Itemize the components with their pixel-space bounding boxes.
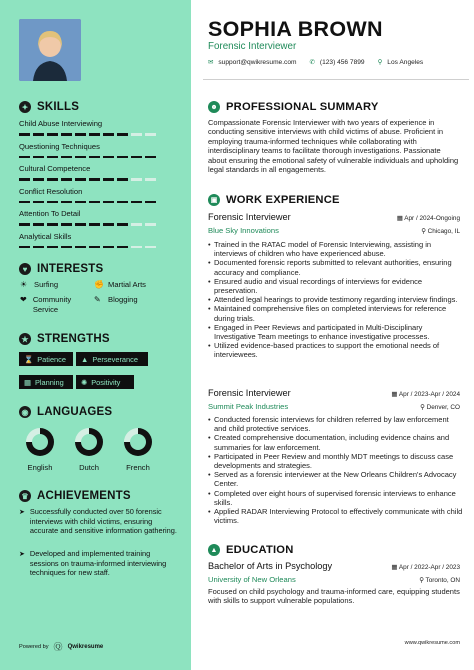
job-dates: ▦ Apr / 2024-Ongoing	[396, 215, 460, 222]
skill-level-segment	[89, 178, 100, 181]
skill-level-segment	[145, 223, 156, 226]
job-bullets	[208, 240, 463, 360]
skill-level-segment	[47, 246, 58, 249]
sun-icon: ✺	[81, 377, 88, 387]
pin-icon: ⚲	[420, 404, 427, 411]
skill-level-segment	[89, 201, 100, 204]
calendar-icon: ▦	[391, 564, 399, 571]
job-bullet: • Engaged in Peer Reviews and participated in Multi-Disciplinary Investigative Team meetings to enhance investigative processes.	[208, 323, 463, 341]
pin-icon: ⚲	[419, 577, 426, 584]
job-bullet: • Conducted forensic interviews for children referred by law enforcement and child protective services.	[208, 415, 463, 433]
summary-heading: ☻ PROFESSIONAL SUMMARY	[208, 101, 379, 113]
school-location: ⚲ Toronto, ON	[419, 577, 460, 584]
skill-level-segment	[131, 133, 142, 136]
skill-level-segment	[145, 246, 156, 249]
interest-item: ✊ Martial Arts	[94, 280, 146, 289]
skill-level-segment	[19, 178, 30, 181]
strengths-heading: ★ STRENGTHS	[19, 333, 110, 345]
interest-item: ❤ Community Service	[20, 295, 72, 314]
skill-level-segment	[75, 133, 86, 136]
community-service-icon: ❤	[20, 295, 27, 304]
skill-item	[19, 232, 177, 249]
skill-level-segment	[61, 156, 72, 159]
education-dates: ▦ Apr / 2022-Apr / 2023	[391, 564, 460, 571]
company-name: Blue Sky Innovations	[208, 226, 279, 235]
skill-level-segment	[33, 246, 44, 249]
skill-level-segment	[61, 223, 72, 226]
qwikresume-logo-icon: Ⓠ	[53, 642, 63, 652]
job-bullet: • Attended legal hearings to provide testimony regarding interview findings.	[208, 295, 463, 304]
skill-level-segment	[47, 133, 58, 136]
job-bullet: • Applied RADAR Interviewing Protocol to effectively communicate with child victims.	[208, 507, 463, 525]
degree-title: Bachelor of Arts in Psychology	[208, 561, 333, 571]
skill-level-bar	[19, 156, 177, 159]
job-title: Forensic Interviewer	[208, 212, 291, 222]
lightbulb-icon: ✦	[19, 101, 31, 113]
briefcase-icon: ▣	[208, 194, 220, 206]
email-link[interactable]: support@qwikresume.com	[218, 58, 297, 66]
trophy-icon: ♛	[19, 490, 31, 502]
skill-level-segment	[117, 156, 128, 159]
email-icon: ✉	[208, 59, 214, 66]
job-bullet: • Created comprehensive documentation, including evidence chains and summaries for law enforcement.	[208, 433, 463, 451]
phone-icon: ✆	[309, 59, 315, 66]
strength-badge: ▲ Perseverance	[76, 352, 148, 366]
skill-level-segment	[19, 133, 30, 136]
surfing-icon: ☀	[20, 280, 28, 289]
skill-level-segment	[75, 201, 86, 204]
skill-level-segment	[19, 223, 30, 226]
language-level-donut	[26, 428, 54, 456]
skill-name: Analytical Skills	[19, 231, 72, 241]
skill-level-segment	[145, 201, 156, 204]
skill-level-segment	[89, 133, 100, 136]
skill-level-segment	[89, 246, 100, 249]
skill-level-segment	[75, 223, 86, 226]
job-bullet: • Documented forensic reports submitted to relevant authorities, ensuring accuracy and compliance.	[208, 258, 463, 276]
education-heading: ▲ EDUCATION	[208, 544, 293, 556]
contact-line	[208, 58, 423, 66]
skill-level-segment	[89, 223, 100, 226]
skill-level-segment	[61, 133, 72, 136]
job-bullet: • Completed over eight hours of supervised forensic interviews to enhance skills.	[208, 489, 463, 507]
heart-icon: ♥	[19, 263, 31, 275]
skill-item	[19, 187, 177, 204]
skill-level-segment	[75, 246, 86, 249]
skill-item	[19, 164, 177, 181]
skill-level-segment	[47, 201, 58, 204]
skill-level-segment	[131, 156, 142, 159]
calendar-icon: ▦	[24, 377, 31, 387]
skill-level-segment	[117, 246, 128, 249]
skill-name: Conflict Resolution	[19, 186, 83, 196]
skill-level-segment	[33, 223, 44, 226]
languages-heading: ◉ LANGUAGES	[19, 406, 112, 418]
language-level-donut	[124, 428, 152, 456]
interests-heading: ♥ INTERESTS	[19, 263, 103, 275]
skill-level-segment	[19, 246, 30, 249]
strength-badge: ⌛ Patience	[19, 352, 73, 366]
skill-level-segment	[103, 223, 114, 226]
interest-item: ☀ Surfing	[20, 280, 59, 289]
martial-arts-icon: ✊	[94, 280, 104, 289]
skill-item	[19, 119, 177, 136]
skill-level-segment	[47, 223, 58, 226]
job-bullet: • Ensured audio and visual recordings of interviews for evidence preservation.	[208, 277, 463, 295]
job-bullet: • Participated in Peer Review and monthly MDT meetings to discuss case developments and strategies.	[208, 452, 463, 470]
skill-level-segment	[131, 223, 142, 226]
skill-level-segment	[145, 133, 156, 136]
skill-level-segment	[131, 246, 142, 249]
strength-badge: ✺ Positivity	[76, 375, 134, 389]
star-icon: ★	[19, 333, 31, 345]
skill-level-bar	[19, 223, 177, 226]
skill-level-segment	[103, 201, 114, 204]
job-location: ⚲ Denver, CO	[420, 404, 460, 411]
skill-level-segment	[75, 156, 86, 159]
skill-level-segment	[103, 156, 114, 159]
skill-name: Child Abuse Interviewing	[19, 119, 103, 128]
education-description: Focused on child psychology and trauma-informed care, equipping students with skills to support vulnerable populations.	[208, 587, 460, 606]
hourglass-icon: ⌛	[24, 354, 34, 364]
candidate-title: Forensic Interviewer	[208, 41, 297, 52]
skill-level-segment	[47, 178, 58, 181]
profile-photo	[19, 19, 81, 81]
job-bullet: • Served as a forensic interviewer at the New Orleans Children's Advocacy Center.	[208, 470, 463, 488]
skill-level-segment	[131, 201, 142, 204]
graduation-cap-icon: ▲	[208, 544, 220, 556]
powered-by: Powered by Ⓠ Qwikresume	[19, 642, 104, 652]
skill-item	[19, 209, 177, 226]
calendar-icon: ▦	[391, 391, 399, 398]
skill-name: Cultural Competence	[19, 164, 91, 173]
skill-level-segment	[117, 223, 128, 226]
language-label: English	[27, 463, 53, 472]
skill-level-segment	[117, 178, 128, 181]
globe-icon: ◉	[19, 406, 31, 418]
skill-level-segment	[47, 156, 58, 159]
job-dates: ▦ Apr / 2023-Apr / 2024	[391, 391, 460, 398]
skill-name: Questioning Techniques	[19, 141, 100, 151]
school-name: University of New Orleans	[208, 575, 296, 584]
job-bullet: • Maintained comprehensive files on completed interviews for reference during trials.	[208, 304, 463, 322]
job-bullet: • Trained in the RATAC model of Forensic Interviewing, assisting in interviews of children who have experienced abuse.	[208, 240, 463, 258]
skill-level-segment	[89, 156, 100, 159]
skill-level-segment	[103, 246, 114, 249]
company-name: Summit Peak Industries	[208, 402, 289, 411]
mountain-icon: ▲	[81, 354, 89, 364]
skill-level-bar	[19, 201, 177, 204]
phone-text: (123) 456 7899	[319, 58, 365, 66]
skill-level-segment	[33, 178, 44, 181]
skill-level-segment	[19, 201, 30, 204]
skill-level-segment	[33, 133, 44, 136]
skills-heading: ✦ SKILLS	[19, 101, 79, 113]
calendar-icon: ▦	[396, 215, 405, 222]
skill-name: Attention To Detail	[19, 209, 81, 218]
summary-text: Compassionate Forensic Interviewer with two years of experience in conducting sensitive interviews with child victims of abuse. Proficient in employing trauma-informed techniques while collaborating with interdisciplinary teams to facilitate thorough investigations. Passionate about ensuring the emotional safety of vulnerable individuals and upholding legal standards in all engagements.	[208, 118, 459, 175]
person-icon: ☻	[208, 101, 220, 113]
location-icon: ⚲	[377, 59, 383, 66]
skill-level-segment	[145, 156, 156, 159]
footer-url[interactable]: www.qwikresume.com	[404, 640, 460, 646]
skill-level-segment	[33, 201, 44, 204]
candidate-name: SOPHIA BROWN	[208, 17, 383, 41]
skill-level-segment	[145, 178, 156, 181]
skill-item	[19, 142, 177, 159]
skill-level-segment	[103, 133, 114, 136]
pointer-icon: ➤	[19, 509, 25, 516]
job-bullet: • Utilized evidence-based practices to support the emotional needs of interviewees.	[208, 341, 463, 359]
pointer-icon: ➤	[19, 551, 25, 558]
job-bullets	[208, 415, 463, 525]
skill-level-segment	[61, 201, 72, 204]
language-label: French	[126, 463, 150, 472]
skill-level-segment	[19, 156, 30, 159]
main-column	[191, 0, 474, 670]
skill-level-segment	[75, 178, 86, 181]
skill-level-bar	[19, 246, 177, 249]
skill-level-segment	[61, 178, 72, 181]
experience-heading: ▣ WORK EXPERIENCE	[208, 194, 340, 206]
skill-level-segment	[33, 156, 44, 159]
divider	[203, 79, 469, 80]
blogging-icon: ✎	[94, 295, 101, 304]
language-level-donut	[75, 428, 103, 456]
job-title: Forensic Interviewer	[208, 388, 291, 398]
skill-level-segment	[131, 178, 142, 181]
skill-level-segment	[117, 133, 128, 136]
interest-item: ✎ Blogging	[94, 295, 138, 304]
skill-level-segment	[117, 201, 128, 204]
skill-level-bar	[19, 178, 177, 181]
job-location: ⚲ Chicago, IL	[421, 228, 460, 235]
achievements-heading: ♛ ACHIEVEMENTS	[19, 490, 131, 502]
skill-level-segment	[103, 178, 114, 181]
pin-icon: ⚲	[421, 228, 428, 235]
strength-badge: ▦ Planning	[19, 375, 73, 389]
skill-level-segment	[61, 246, 72, 249]
location-text: Los Angeles	[387, 58, 424, 66]
achievement-item: ➤ Successfully conducted over 50 forensic interviews with child victims, ensuring accurate and sensitive information gathering.	[19, 507, 177, 536]
skill-level-bar	[19, 133, 177, 136]
achievement-item: ➤ Developed and implemented training sessions on trauma-informed interviewing techniques for new staff.	[19, 549, 167, 578]
language-label: Dutch	[79, 463, 99, 472]
